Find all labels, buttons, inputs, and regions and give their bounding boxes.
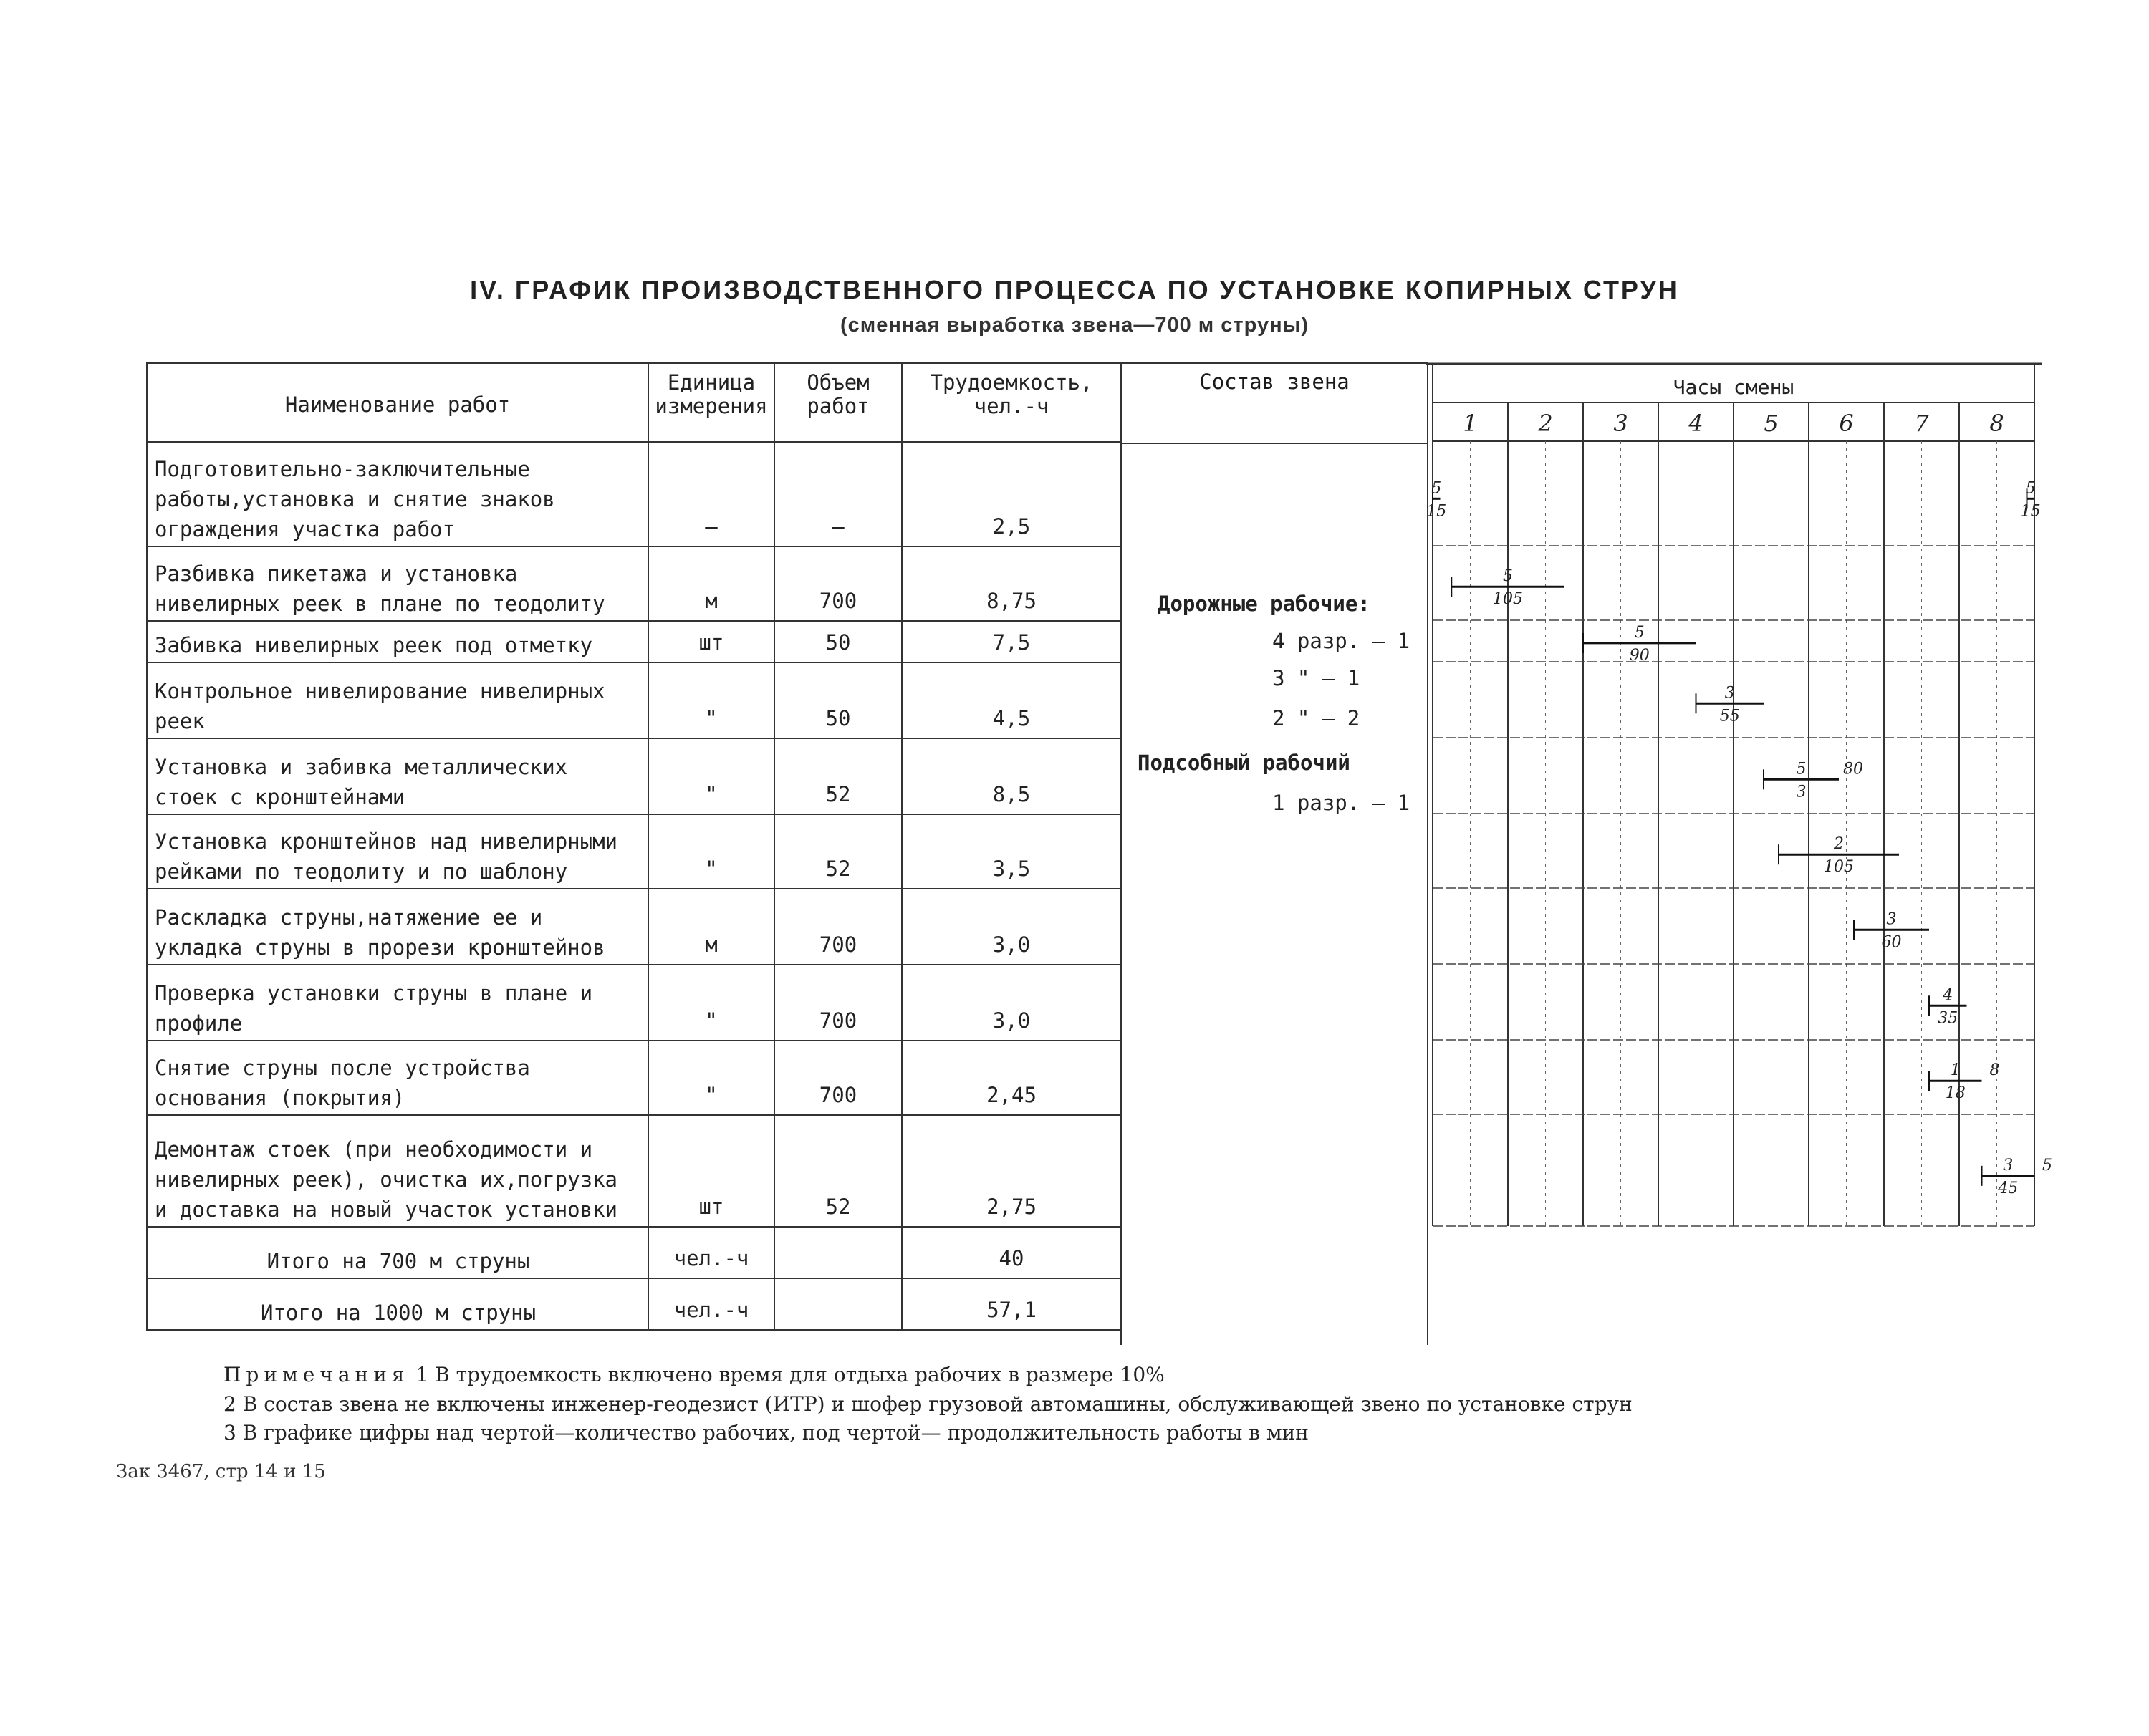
gantt-hour-label: 7 bbox=[1914, 410, 1929, 437]
cell-name: Подготовительно-заключительные работы,установка и снятие знаков ограждения участка работ bbox=[147, 442, 648, 546]
cell-unit: " bbox=[648, 738, 774, 814]
cell-name: Снятие струны после устройства основания (покрытия) bbox=[147, 1041, 648, 1115]
crew-grade2: 2 " — 2 bbox=[1272, 706, 1360, 730]
gantt-duration-label: 18 bbox=[1945, 1084, 1966, 1103]
cell-labor: 8,75 bbox=[902, 546, 1121, 621]
table-row bbox=[147, 889, 1121, 965]
gantt-workers-label: 3 bbox=[1886, 910, 1897, 929]
crew-column bbox=[1120, 362, 1428, 1345]
footer-order: Зак 3467, стр 14 и 15 bbox=[116, 1461, 326, 1482]
gantt-mid-label: 5 bbox=[2042, 1156, 2052, 1175]
cell-unit: " bbox=[648, 965, 774, 1041]
cell-volume: 50 bbox=[774, 621, 902, 662]
notes-block bbox=[223, 1361, 1633, 1448]
header-unit: Единица измерения bbox=[648, 363, 774, 442]
table-row bbox=[147, 621, 1121, 662]
total-labor: 40 bbox=[902, 1227, 1121, 1278]
table-row bbox=[147, 1041, 1121, 1115]
table-row bbox=[147, 546, 1121, 621]
total-unit: чел.-ч bbox=[648, 1227, 774, 1278]
total-volume bbox=[774, 1278, 902, 1330]
gantt-workers-label: 5 bbox=[1634, 623, 1645, 642]
cell-name: Забивка нивелирных реек под отметку bbox=[147, 621, 648, 662]
table-row bbox=[147, 662, 1121, 738]
table-row bbox=[147, 965, 1121, 1041]
cell-volume: 50 bbox=[774, 662, 902, 738]
cell-name: Разбивка пикетажа и установка нивелирных реек в плане по теодолиту bbox=[147, 546, 648, 621]
cell-labor: 2,45 bbox=[902, 1041, 1121, 1115]
total-volume bbox=[774, 1227, 902, 1278]
gantt-duration-label: 15 bbox=[1426, 502, 1447, 521]
cell-labor: 3,5 bbox=[902, 814, 1121, 889]
gantt-mid-label: 8 bbox=[1989, 1061, 2000, 1080]
total-name: Итого на 1000 м струны bbox=[147, 1278, 648, 1330]
crew-grade3: 3 " — 1 bbox=[1272, 666, 1360, 690]
table-row bbox=[147, 1115, 1121, 1227]
gantt-workers-label: 5 bbox=[1796, 760, 1807, 778]
cell-volume: 52 bbox=[774, 1115, 902, 1227]
table-total-row bbox=[147, 1278, 1121, 1330]
gantt-duration-label: 105 bbox=[1824, 858, 1854, 877]
gantt-duration-label: 3 bbox=[1796, 783, 1807, 801]
work-table bbox=[146, 362, 1122, 1331]
header-crew: Состав звена bbox=[1199, 370, 1350, 394]
table-total-row bbox=[147, 1227, 1121, 1278]
cell-volume: 52 bbox=[774, 738, 902, 814]
gantt-workers-label: 5 bbox=[2025, 479, 2036, 498]
cell-volume: 700 bbox=[774, 965, 902, 1041]
work-table-body bbox=[147, 442, 1121, 1330]
crew-helper-grade: 1 разр. — 1 bbox=[1272, 791, 1410, 815]
gantt-hour-label: 6 bbox=[1839, 410, 1854, 437]
cell-unit: — bbox=[648, 442, 774, 546]
cell-labor: 8,5 bbox=[902, 738, 1121, 814]
cell-volume: 700 bbox=[774, 889, 902, 965]
cell-labor: 4,5 bbox=[902, 662, 1121, 738]
cell-labor: 2,75 bbox=[902, 1115, 1121, 1227]
gantt-hour-label: 3 bbox=[1613, 410, 1628, 437]
gantt-hour-label: 8 bbox=[1989, 410, 2004, 437]
crew-helper: Подсобный рабочий bbox=[1138, 751, 1350, 775]
gantt-duration-label: 60 bbox=[1881, 933, 1902, 952]
gantt-duration-label: 35 bbox=[1938, 1009, 1958, 1028]
cell-name: Контрольное нивелирование нивелирных реек bbox=[147, 662, 648, 738]
total-unit: чел.-ч bbox=[648, 1278, 774, 1330]
page-subtitle: (сменная выработка звена—700 м струны) bbox=[840, 314, 1309, 337]
gantt-hour-label: 5 bbox=[1764, 410, 1779, 437]
header-hours: Часы смены bbox=[1673, 375, 1794, 399]
cell-unit: " bbox=[648, 1041, 774, 1115]
table-row bbox=[147, 442, 1121, 546]
total-name: Итого на 700 м струны bbox=[147, 1227, 648, 1278]
gantt-duration-label: 90 bbox=[1629, 646, 1650, 665]
crew-road-workers: Дорожные рабочие: bbox=[1158, 592, 1370, 616]
gantt-duration-label: 105 bbox=[1493, 590, 1523, 609]
cell-labor: 3,0 bbox=[902, 965, 1121, 1041]
gantt-workers-label: 3 bbox=[1724, 684, 1735, 703]
cell-name: Проверка установки струны в плане и профиле bbox=[147, 965, 648, 1041]
cell-unit: м bbox=[648, 546, 774, 621]
cell-unit: " bbox=[648, 662, 774, 738]
gantt-chart bbox=[1426, 362, 2052, 1233]
gantt-workers-label: 5 bbox=[1431, 479, 1442, 498]
cell-unit: шт bbox=[648, 621, 774, 662]
cell-unit: " bbox=[648, 814, 774, 889]
gantt-duration-label: 15 bbox=[2020, 502, 2041, 521]
gantt-workers-label: 2 bbox=[1834, 835, 1844, 854]
cell-volume: 700 bbox=[774, 1041, 902, 1115]
gantt-workers-label: 3 bbox=[2003, 1156, 2014, 1175]
gantt-hour-label: 1 bbox=[1463, 410, 1478, 437]
cell-unit: м bbox=[648, 889, 774, 965]
table-row bbox=[147, 814, 1121, 889]
page-title: IV. ГРАФИК ПРОИЗВОДСТВЕННОГО ПРОЦЕССА ПО УСТАНОВКЕ КОПИРНЫХ СТРУН bbox=[470, 275, 1679, 304]
note-3: 3 В графике цифры над чертой—количество рабочих, под чертой— продолжительность работы в мин bbox=[223, 1421, 1309, 1445]
cell-labor: 7,5 bbox=[902, 621, 1121, 662]
gantt-hour-label: 2 bbox=[1538, 410, 1553, 437]
gantt-workers-label: 4 bbox=[1943, 986, 1953, 1005]
crew-grade4: 4 разр. — 1 bbox=[1272, 629, 1410, 653]
table-row bbox=[147, 738, 1121, 814]
gantt-extra-label: 80 bbox=[1843, 760, 1863, 778]
total-labor: 57,1 bbox=[902, 1278, 1121, 1330]
gantt-workers-label: 1 bbox=[1950, 1061, 1961, 1080]
cell-name: Раскладка струны,натяжение ее и укладка струны в прорези кронштейнов bbox=[147, 889, 648, 965]
note-1: Примечания 1 В трудоемкость включено время для отдыха рабочих в размере 10% bbox=[223, 1363, 1165, 1387]
gantt-duration-label: 55 bbox=[1719, 707, 1740, 725]
cell-name: Установка кронштейнов над нивелирными рейками по теодолиту и по шаблону bbox=[147, 814, 648, 889]
notes-lead: Примечания bbox=[223, 1363, 410, 1387]
gantt-duration-label: 45 bbox=[1998, 1179, 2019, 1197]
cell-volume: — bbox=[774, 442, 902, 546]
header-volume: Объем работ bbox=[774, 363, 902, 442]
cell-name: Демонтаж стоек (при необходимости и нивелирных реек), очистка их,погрузка и доставка на новый участок установки bbox=[147, 1115, 648, 1227]
cell-name: Установка и забивка металлических стоек с кронштейнами bbox=[147, 738, 648, 814]
table-header-row bbox=[147, 363, 1121, 442]
cell-labor: 2,5 bbox=[902, 442, 1121, 546]
cell-volume: 52 bbox=[774, 814, 902, 889]
gantt-hour-label: 4 bbox=[1688, 410, 1703, 437]
header-labor: Трудоемкость, чел.-ч bbox=[902, 363, 1121, 442]
header-name: Наименование работ bbox=[147, 363, 648, 442]
gantt-workers-label: 5 bbox=[1503, 567, 1513, 586]
cell-unit: шт bbox=[648, 1115, 774, 1227]
cell-labor: 3,0 bbox=[902, 889, 1121, 965]
cell-volume: 700 bbox=[774, 546, 902, 621]
gantt-svg bbox=[1426, 362, 2052, 1233]
note-2: 2 В состав звена не включены инженер-геодезист (ИТР) и шофер грузовой автомашины, обслуживающей звено по установке струн bbox=[223, 1392, 1633, 1416]
